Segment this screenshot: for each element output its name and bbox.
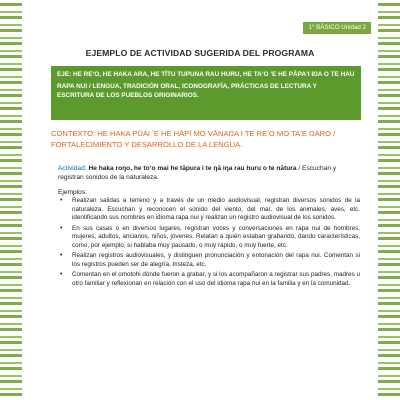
activity-spanish: / Escuchan y registran sonidos de la naturaleza.	[58, 165, 337, 181]
examples-title: Ejemplos:	[58, 189, 87, 196]
activity-rapanui: He haka roŋo, he toʼo mai he tāpura i te ŋā iŋa rau huru o te nātura	[88, 165, 297, 172]
activity-description	[58, 164, 358, 182]
decorative-border-right	[378, 0, 400, 400]
activity-label: Actividad:	[58, 165, 87, 172]
examples-list	[58, 197, 360, 290]
grade-unit-badge: 1° BÁSICO Unidad 2	[303, 22, 371, 34]
axis-header-box	[51, 66, 361, 120]
list-item: • Comentan en el omotohi dónde fueron a grabar, y si los acompañaron a registrar sus padres, madres u otro familiar y reflexionan en relación con el uso del idioma rapa nui en la familia y en la comunidad.	[58, 271, 360, 288]
subject-line: RAPA NUI / LENGUA, TRADICIÓN ORAL, ICONOGRAFÍA, PRÁCTICAS DE LECTURA Y ESCRITURA DE LOS PUEBLOS ORIGINARIOS.	[57, 83, 317, 99]
decorative-border-left	[0, 0, 22, 400]
list-item: • En sus casas o en diversos lugares, registran voces y conversaciones en rapa nui de hombres, mujeres, adultos, ancianos, niños, jóvenes. Relatan a quién estaban grabando, dando características, como, por ejemplo, si hablaba muy pausado, o muy rápido, o muy fuerte, etc.	[58, 225, 360, 251]
list-item: • Realizan salidas a terreno y a través de un medio audiovisual, registran diversos sonidos de la naturaleza. Escuchan y reconocen el sonido del viento, del mar, de los animales, aves, etc. identificando sus nombres en idioma rapa nui y realizan un registro audiovisual de los sonidos.	[58, 197, 360, 223]
context-heading: CONTEXTO: HE HAKA PŪAI ʼE HE HĀPĪ MO VĀNAŊA I TE REʼO MO TAʼE ŊARO / FORTALECIMIENTO Y DESARROLLO DE LA LENGUA.	[51, 129, 336, 149]
list-item: • Realizan registros audiovisuales, y distinguen pronunciación y entonación del rapa nui. Comentan si los registros pueden ser de alegría, tristeza, etc.	[58, 252, 360, 269]
page-title: EJEMPLO DE ACTIVIDAD SUGERIDA DEL PROGRAMA	[85, 48, 315, 58]
axis-line: EJE: HE REʼO, HE HAKA ARA, HE TĪTU TUPUNA RAU HURU, HE TAʼO ʼE HE PĀPAʼI IŊA O TE HAU	[57, 71, 355, 78]
